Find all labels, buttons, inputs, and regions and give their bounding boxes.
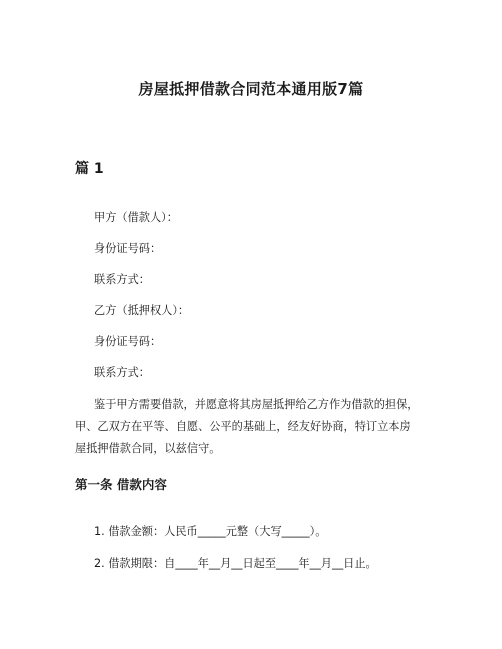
section-heading: 篇 1 (75, 161, 104, 177)
list-item: 1. 借款金额：人民币_____元整（大写_____）。 (94, 525, 327, 538)
party-b-id-line: 身份证号码： (94, 335, 162, 348)
preamble-paragraph (75, 394, 425, 460)
article-heading: 第一条 借款内容 (75, 477, 167, 492)
preamble-line: 甲、乙双方在平等、自愿、公平的基础上，经友好协商，特订立本房 (75, 420, 411, 433)
document-title: 房屋抵押借款合同范本通用版7篇 (138, 80, 364, 98)
party-b-contact-line: 联系方式： (94, 366, 150, 379)
party-a-id-line: 身份证号码： (94, 242, 162, 255)
preamble-line: 屋抵押借款合同，以兹信守。 (75, 442, 221, 455)
list-item: 2. 借款期限：自____年__月__日起至____年__月__日止。 (94, 557, 377, 570)
party-b-line: 乙方（抵押权人）： (94, 304, 190, 317)
party-a-line: 甲方（借款人）： (94, 211, 178, 224)
party-a-contact-line: 联系方式： (94, 273, 150, 286)
preamble-line: 鉴于甲方需要借款，并愿意将其房屋抵押给乙方作为借款的担保， (94, 398, 419, 411)
